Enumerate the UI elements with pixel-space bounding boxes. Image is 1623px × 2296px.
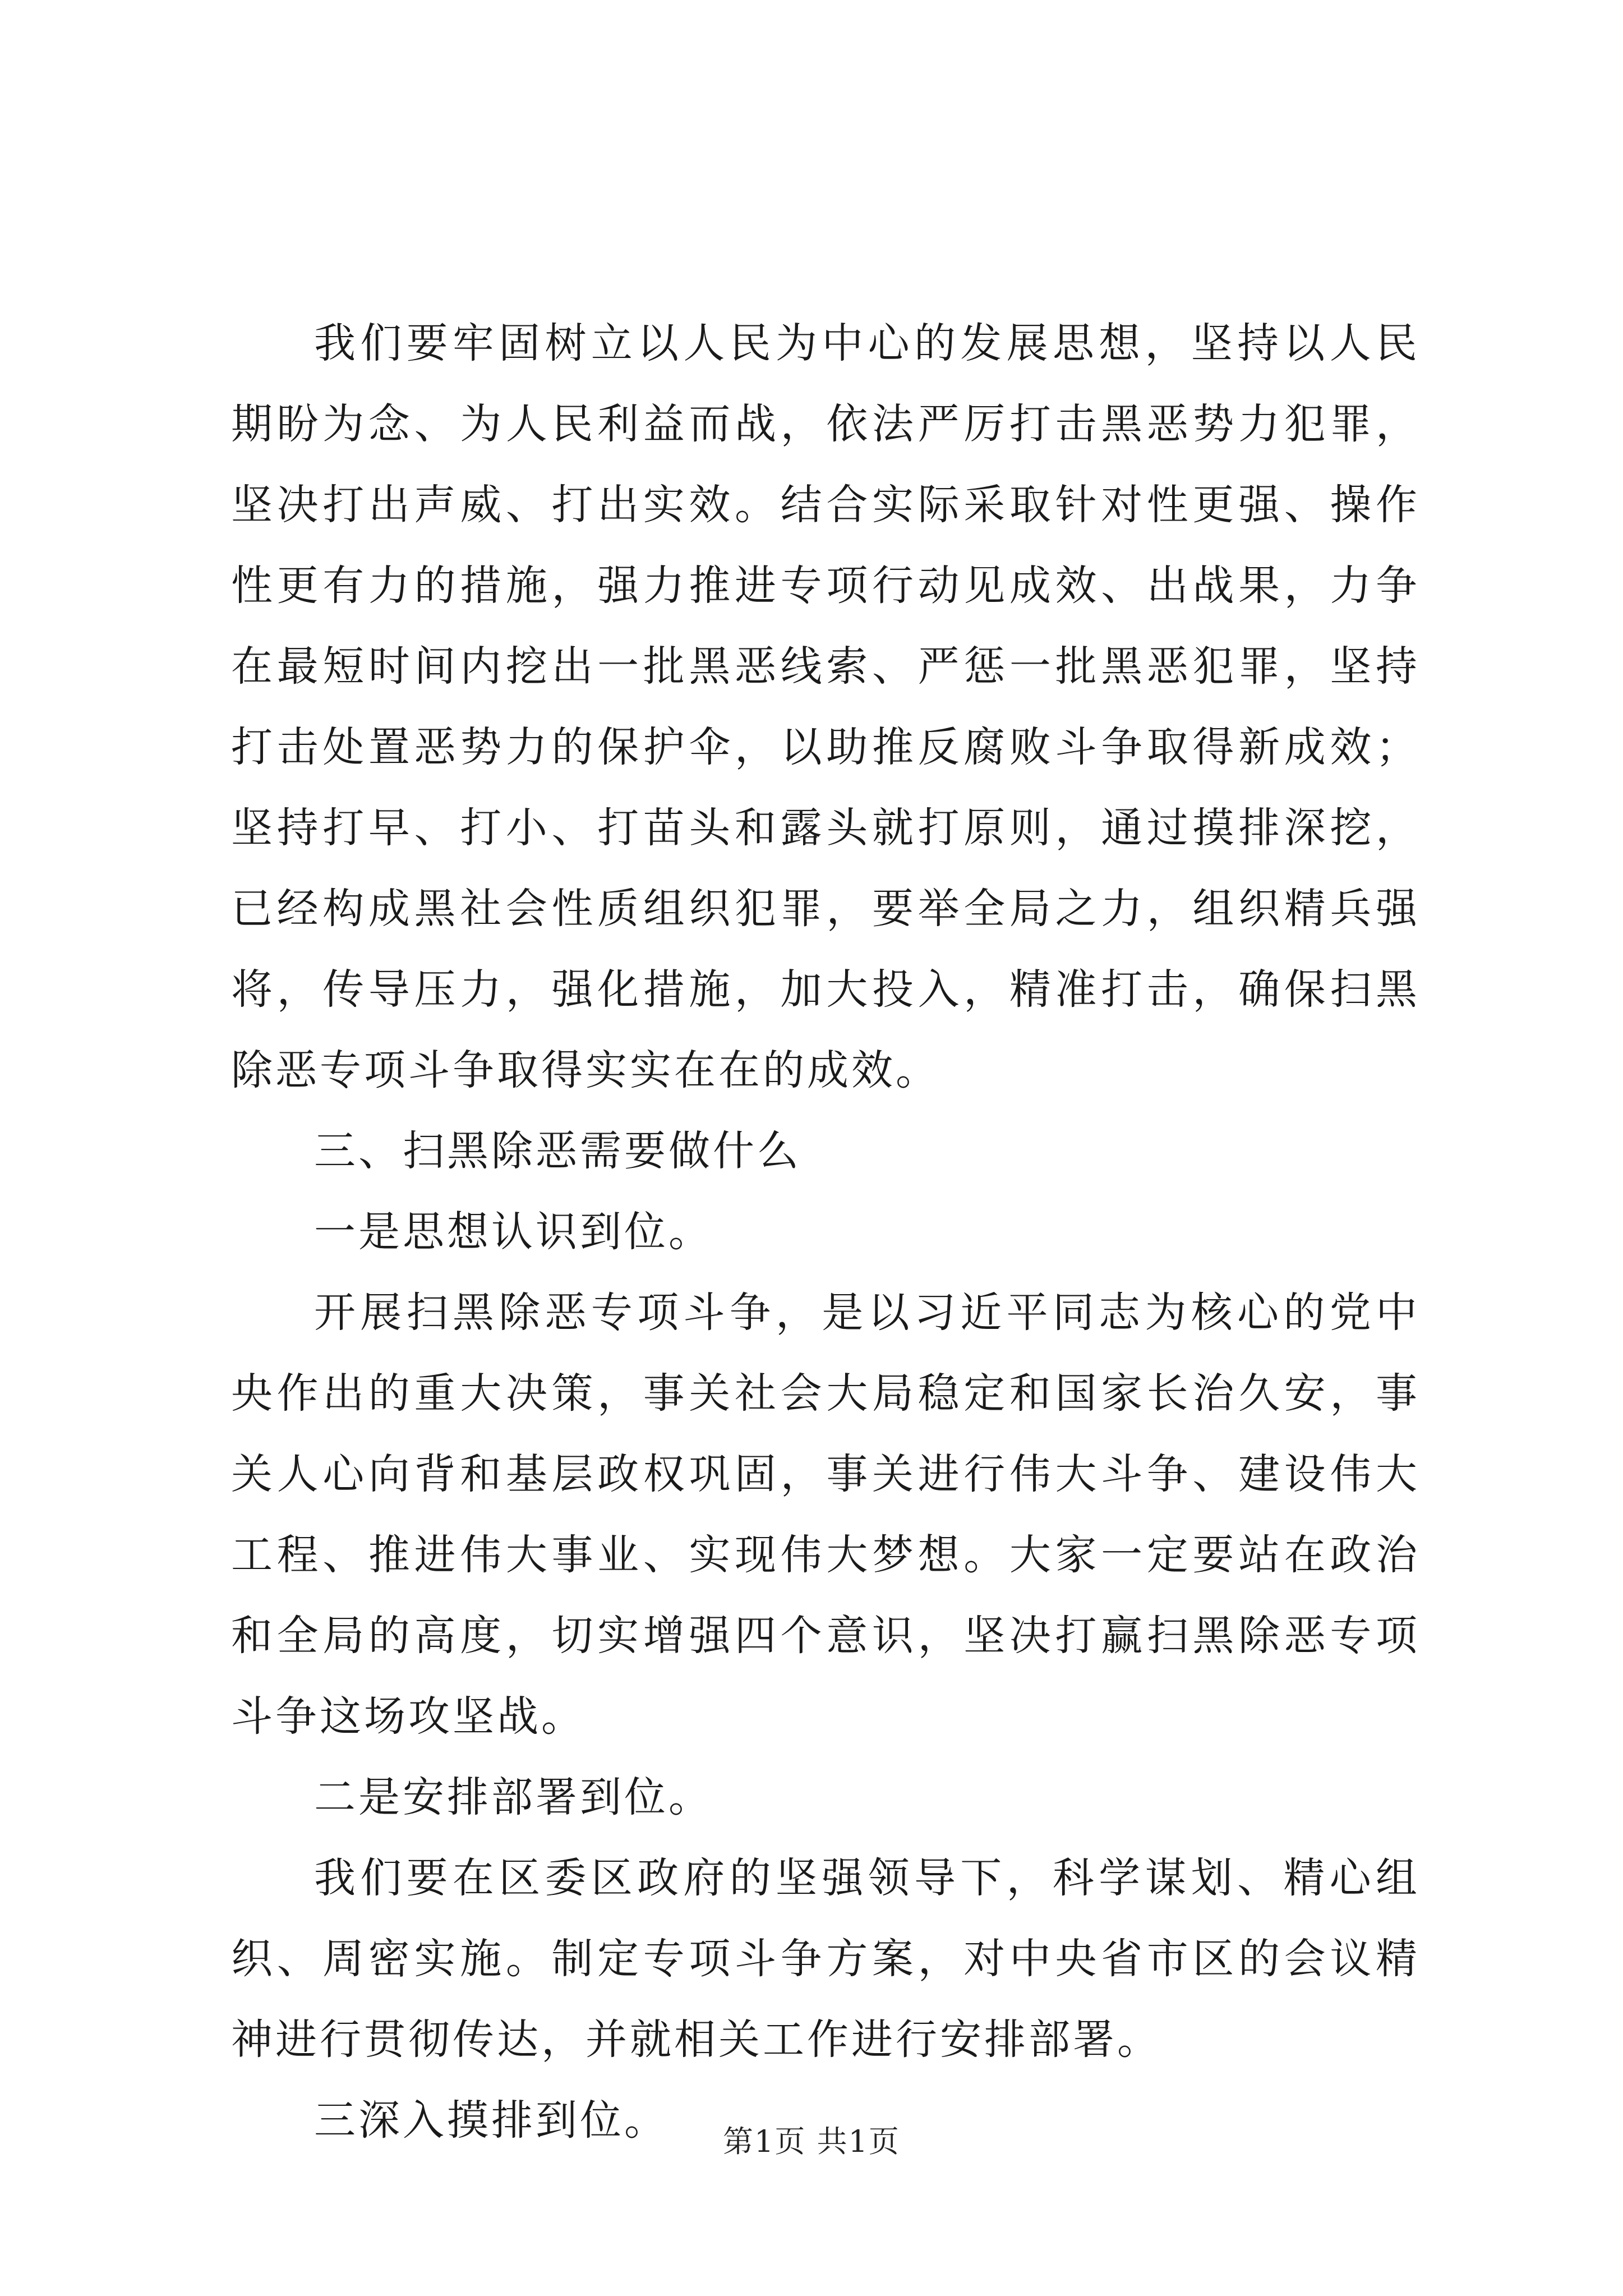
subheading-deployment: 二是安排部署到位。 <box>314 1773 713 1821</box>
page-footer <box>0 2119 1623 2164</box>
subheading-investigation: 三深入摸排到位。 <box>314 2096 668 2145</box>
paragraph-deployment: 我们要在区委区政府的坚强领导下，科学谋划、精心组织、周密实施。制定专项斗争方案，对中央省市区的会议精神进行贯彻传达，并就相关工作进行安排部署。 <box>231 1854 1420 2064</box>
subheading-thinking: 一是思想认识到位。 <box>314 1208 713 1256</box>
page-number-label: 第1页 共1页 <box>723 2124 900 2159</box>
paragraph-thinking: 开展扫黑除恶专项斗争，是以习近平同志为核心的党中央作出的重大决策，事关社会大局稳定和国家长治久安，事关人心向背和基层政权巩固，事关进行伟大斗争、建设伟大工程、推进伟大事业、实现伟大梦想。大家一定要站在政治和全局的高度，切实增强四个意识，坚决打赢扫黑除恶专项斗争这场攻坚战。 <box>231 1289 1420 1741</box>
document-body <box>231 303 1420 2161</box>
section-heading: 三、扫黑除恶需要做什么 <box>314 1127 801 1175</box>
paragraph-intro: 我们要牢固树立以人民为中心的发展思想，坚持以人民期盼为念、为人民利益而战，依法严厉打击黑恶势力犯罪，坚决打出声威、打出实效。结合实际采取针对性更强、操作性更有力的措施，强力推进专项行动见成效、出战果，力争在最短时间内挖出一批黑恶线索、严惩一批黑恶犯罪，坚持打击处置恶势力的保护伞，以助推反腐败斗争取得新成效；坚持打早、打小、打苗头和露头就打原则，通过摸排深挖，已经构成黑社会性质组织犯罪，要举全局之力，组织精兵强将，传导压力，强化措施，加大投入，精准打击，确保扫黑除恶专项斗争取得实实在在的成效。 <box>231 319 1420 1094</box>
